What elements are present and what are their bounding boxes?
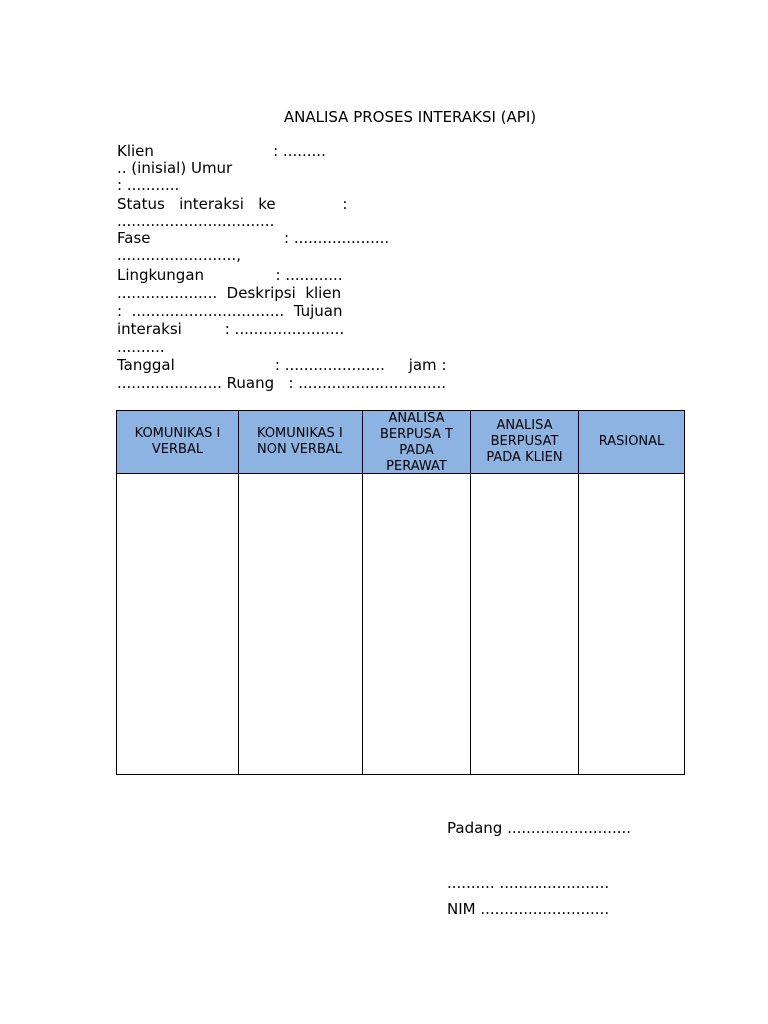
document-title: ANALISA PROSES INTERAKSI (API) [283, 108, 537, 126]
cell-analisa-klien[interactable] [471, 474, 579, 775]
identity-line-klien: Klien : ......... [117, 142, 326, 160]
header-komunikasi-non-verbal: KOMUNIKAS I NON VERBAL [239, 411, 363, 474]
cell-analisa-perawat[interactable] [363, 474, 471, 775]
api-table [116, 410, 685, 775]
header-komunikasi-verbal: KOMUNIKAS I VERBAL [117, 411, 239, 474]
signature-place: Padang .......................... [447, 819, 632, 837]
identity-line-deskripsi-klien: ..................... Deskripsi klien [117, 284, 342, 302]
signature-nim: NIM ........................... [447, 900, 610, 918]
header-analisa-perawat: ANALISA BERPUSA T PADA PERAWAT [363, 411, 471, 474]
identity-line-tujuan: : ................................ Tujuan [117, 302, 343, 320]
table-row [117, 474, 685, 775]
identity-line-tanggal-jam: Tanggal : ..................... jam : [117, 356, 447, 374]
identity-line-ruang: ...................... Ruang : ............................... [117, 374, 447, 392]
header-rasional: RASIONAL [579, 411, 685, 474]
identity-line-fase: Fase : .................... [117, 229, 390, 247]
identity-line-interaksi-value: .......... [117, 338, 165, 356]
header-analisa-klien: ANALISA BERPUSAT PADA KLIEN [471, 411, 579, 474]
cell-komunikasi-non-verbal[interactable] [239, 474, 363, 775]
identity-line-fase-value: ........................., [117, 246, 241, 264]
identity-line-status-value: ................................. [117, 212, 275, 230]
identity-line-status-interaksi: Status interaksi ke : [117, 195, 348, 213]
cell-rasional[interactable] [579, 474, 685, 775]
signature-name: .......... ....................... [447, 874, 610, 892]
identity-line-interaksi: interaksi : ....................... [117, 320, 345, 338]
identity-line-lingkungan: Lingkungan : ............ [117, 266, 343, 284]
table-header-row [117, 411, 685, 474]
identity-line-inisial-umur: .. (inisial) Umur [117, 159, 233, 177]
cell-komunikasi-verbal[interactable] [117, 474, 239, 775]
identity-line-umur-value: : ........... [117, 176, 180, 194]
